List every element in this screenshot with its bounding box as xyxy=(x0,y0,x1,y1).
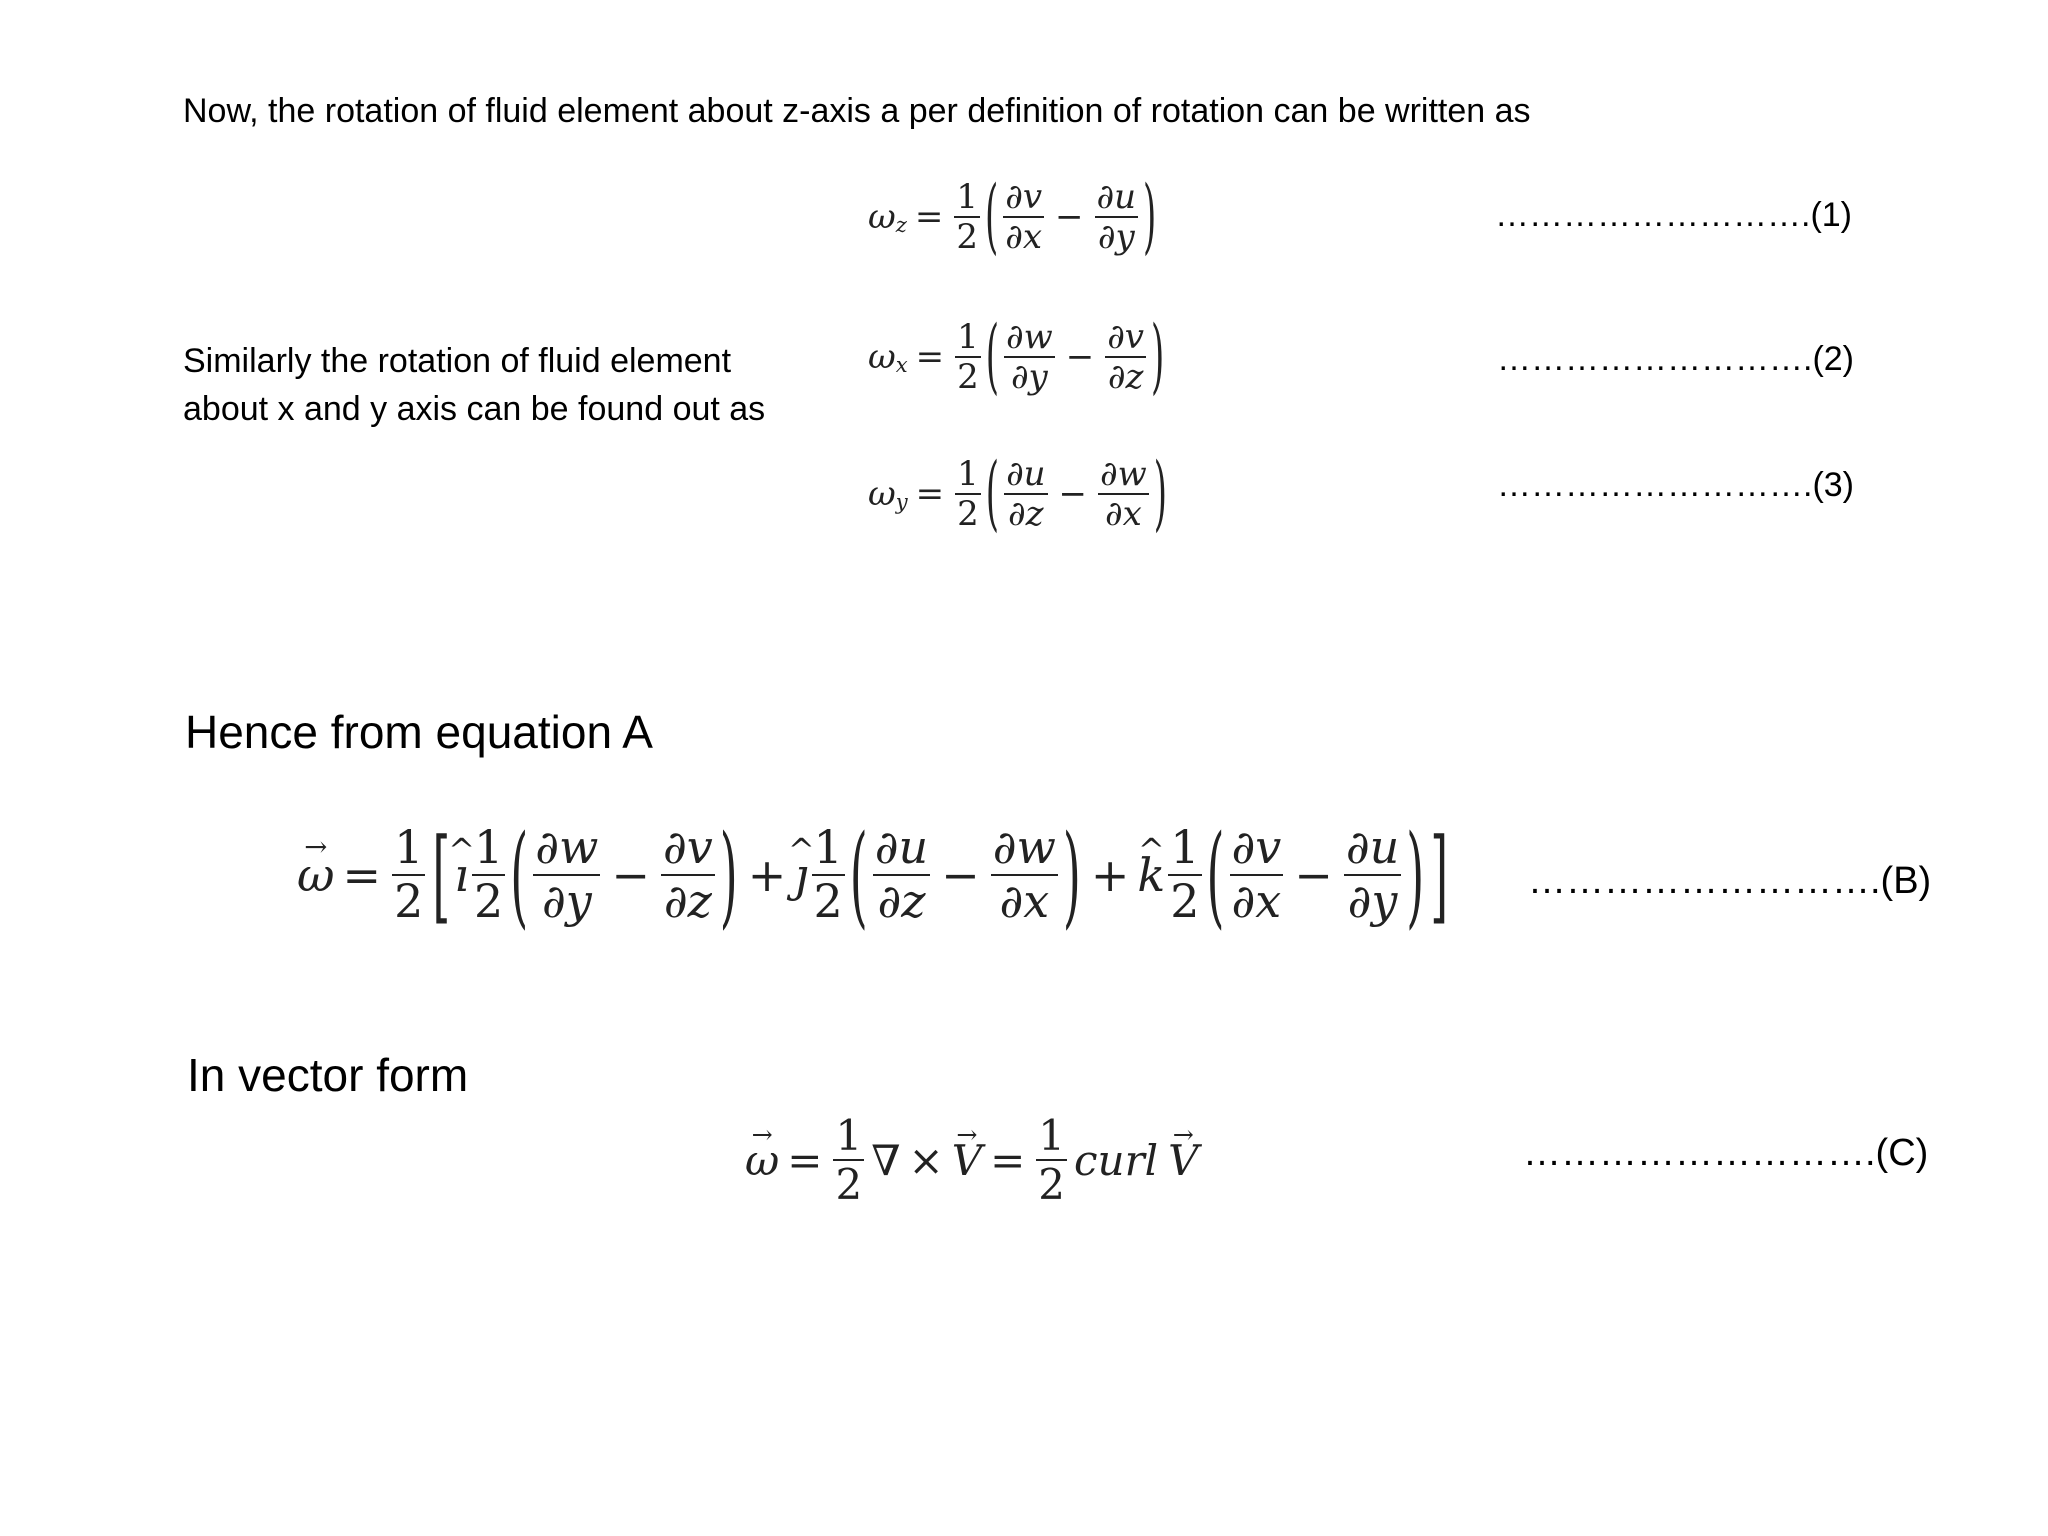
similarly-text-line-2: about x and y axis can be found out as xyxy=(183,390,766,428)
du-dy-fraction: $\frac{\partial u}{\partial y}$ xyxy=(1345,820,1400,928)
right-paren: ) xyxy=(1153,446,1167,543)
minus-sign: − xyxy=(1065,337,1095,378)
i-hat: ^ ı xyxy=(454,848,469,902)
equation-number-c: ……………………….(C) xyxy=(1523,1132,1929,1174)
left-paren: ( xyxy=(849,809,868,940)
equation-number-3: ……………………….(3) xyxy=(1497,466,1854,504)
half-fraction: $\frac{1}{2}$ xyxy=(956,177,978,258)
k-hat: ^ k xyxy=(1137,848,1165,902)
subscript-y: y xyxy=(895,488,908,514)
dw-dx-fraction: $\frac{\partial w}{\partial x}$ xyxy=(1100,454,1147,535)
du-dz-fraction: $\frac{\partial u}{\partial z}$ xyxy=(1006,454,1046,535)
half-fraction: $\frac{1}{2}$ xyxy=(957,317,979,398)
half-fraction: $\frac{1}{2}$ xyxy=(835,1111,863,1210)
right-paren: ) xyxy=(719,809,738,940)
half-fraction: $\frac{1}{2}$ xyxy=(1170,820,1200,928)
equation-number-2: ……………………….(2) xyxy=(1497,340,1854,378)
subscript-x: x xyxy=(895,351,908,377)
minus-sign: − xyxy=(1294,847,1333,902)
half-fraction: $\frac{1}{2}$ xyxy=(474,820,504,928)
subscript-z: z xyxy=(895,211,907,237)
right-paren: ) xyxy=(1406,809,1425,940)
du-dy-fraction: $\frac{\partial u}{\partial y}$ xyxy=(1096,177,1137,258)
similarly-text-line-1: Similarly the rotation of fluid element xyxy=(183,342,732,380)
equals-sign: = xyxy=(915,337,945,378)
dv-dx-fraction: $\frac{\partial v}{\partial x}$ xyxy=(1005,177,1043,258)
dv-dz-fraction: $\frac{\partial v}{\partial z}$ xyxy=(662,820,713,928)
minus-sign: − xyxy=(941,847,980,902)
velocity-vector: → V xyxy=(1168,1136,1198,1185)
half-fraction: $\frac{1}{2}$ xyxy=(1038,1111,1065,1210)
left-bracket: [ xyxy=(432,815,451,934)
nabla-symbol: ∇ xyxy=(871,1135,901,1185)
left-paren: ( xyxy=(1206,809,1225,940)
plus-sign: + xyxy=(1090,847,1130,902)
minus-sign: − xyxy=(611,847,650,902)
intro-text: Now, the rotation of fluid element about z-axis a per definition of rotation can be written as xyxy=(183,92,1531,130)
half-fraction: $\frac{1}{2}$ xyxy=(957,454,979,535)
equals-sign: = xyxy=(342,847,382,902)
curl-text: curl xyxy=(1074,1135,1159,1185)
heading-vector-form: In vector form xyxy=(187,1049,469,1101)
omega-symbol: ω xyxy=(868,474,896,515)
dv-dz-fraction: $\frac{\partial v}{\partial z}$ xyxy=(1107,317,1145,398)
dw-dy-fraction: $\frac{\partial w}{\partial y}$ xyxy=(1006,317,1053,398)
times-sign: × xyxy=(908,1135,944,1185)
equation-omega-z xyxy=(868,169,1158,266)
right-paren: ) xyxy=(1151,309,1165,406)
left-paren: ( xyxy=(985,446,1000,543)
equation-c xyxy=(745,1112,1198,1208)
plus-sign: + xyxy=(747,847,787,902)
omega-symbol: ω xyxy=(868,337,896,378)
dw-dx-fraction: $\frac{\partial w}{\partial x}$ xyxy=(992,820,1056,928)
velocity-vector: → V xyxy=(952,1136,982,1185)
half-fraction: $\frac{1}{2}$ xyxy=(394,820,424,928)
heading-hence: Hence from equation A xyxy=(185,706,653,758)
right-paren: ) xyxy=(1062,809,1081,940)
dw-dy-fraction: $\frac{\partial w}{\partial y}$ xyxy=(535,820,599,928)
minus-sign: − xyxy=(1058,474,1088,515)
right-paren: ) xyxy=(1143,169,1157,266)
equals-sign: = xyxy=(915,474,945,515)
equals-sign: = xyxy=(990,1135,1026,1185)
equation-number-1: ……………………….(1) xyxy=(1495,196,1852,234)
equation-b xyxy=(297,809,1452,940)
omega-vector: → ω xyxy=(745,1136,779,1185)
equation-omega-y xyxy=(868,446,1169,543)
omega-symbol: ω xyxy=(868,197,896,238)
omega-vector: → ω xyxy=(297,848,335,902)
left-paren: ( xyxy=(984,169,999,266)
left-paren: ( xyxy=(510,809,529,940)
half-fraction: $\frac{1}{2}$ xyxy=(813,820,843,928)
equation-omega-x xyxy=(868,309,1166,406)
dv-dx-fraction: $\frac{\partial v}{\partial x}$ xyxy=(1231,820,1282,928)
equals-sign: = xyxy=(914,197,944,238)
right-bracket: ] xyxy=(1430,815,1449,934)
equals-sign: = xyxy=(787,1135,823,1185)
equation-number-b: ……………………….(B) xyxy=(1528,860,1932,902)
du-dz-fraction: $\frac{\partial u}{\partial z}$ xyxy=(874,820,929,928)
j-hat: ^ ȷ xyxy=(794,848,808,902)
minus-sign: − xyxy=(1055,197,1084,238)
left-paren: ( xyxy=(985,309,1000,406)
